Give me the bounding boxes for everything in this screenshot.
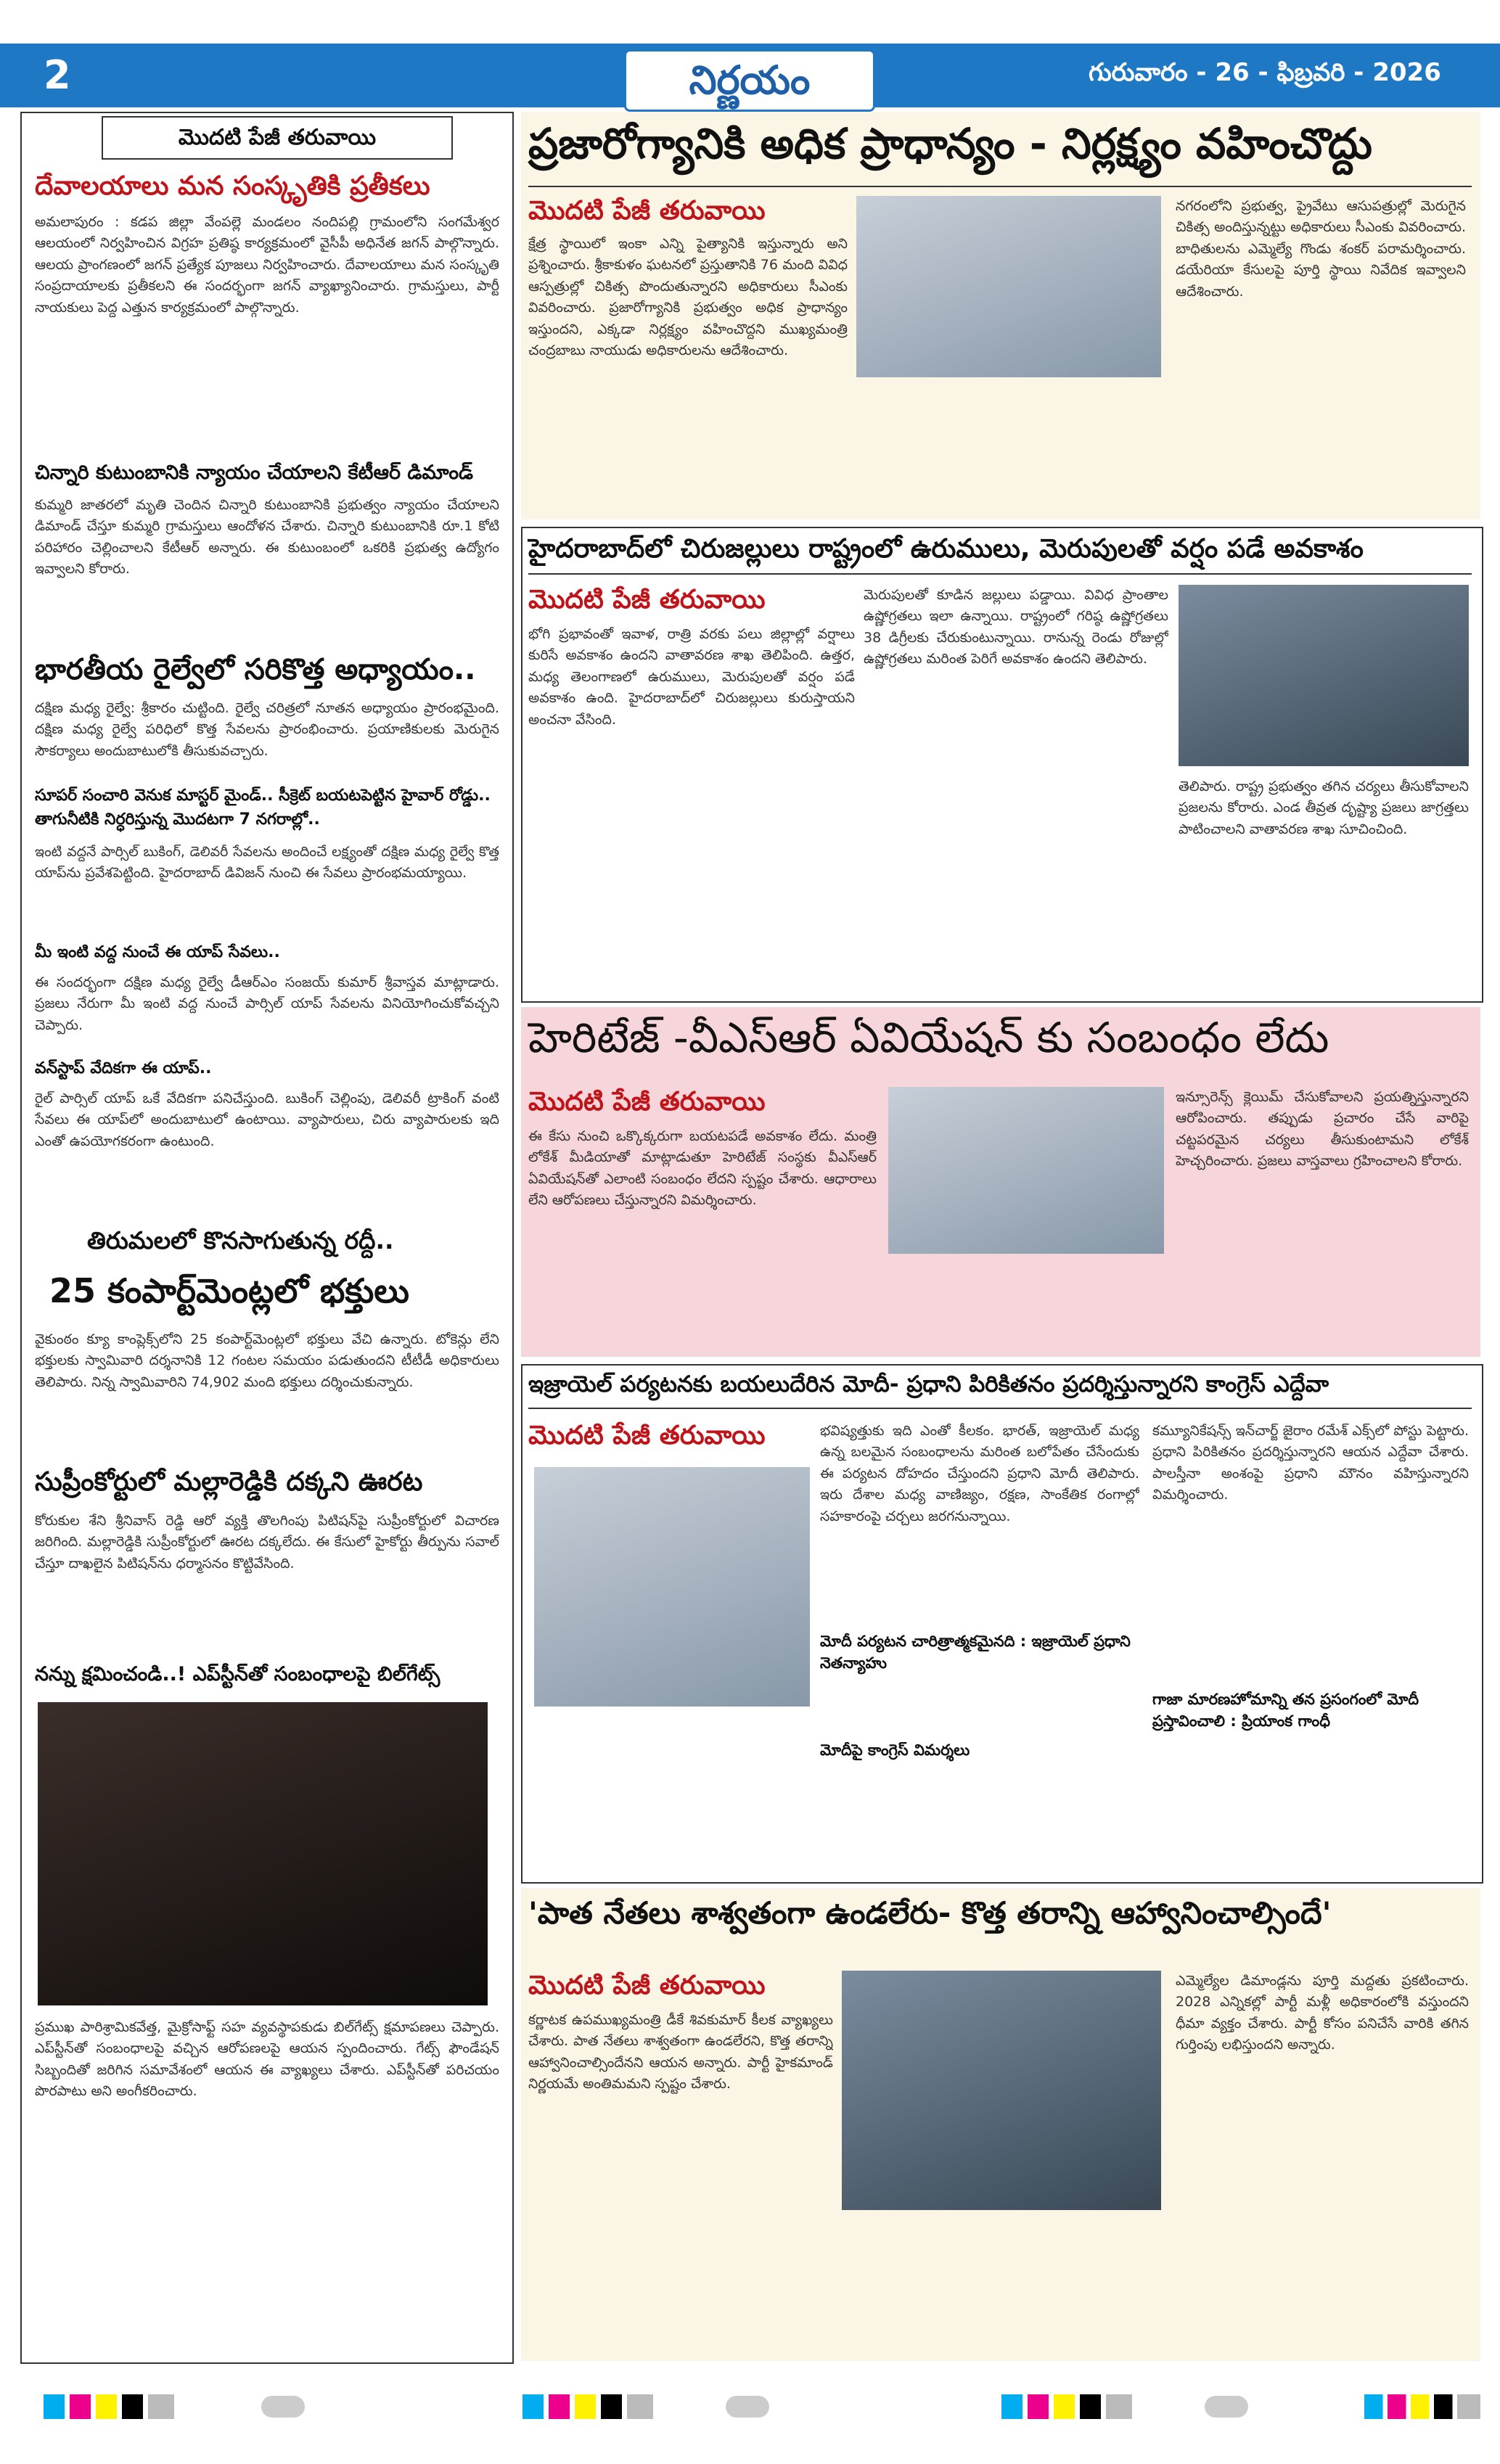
- story3-headline: హెరిటేజ్ -వీఎస్ఆర్ ఏవియేషన్ కు సంబంధం లేదు: [528, 1013, 1329, 1062]
- left-sub-onestop: వన్‌స్టాప్ వేదికగా ఈ యాప్..: [35, 1059, 212, 1077]
- story5-tag: మొదటి పేజీ తరువాయి: [528, 1971, 766, 2000]
- footer-color-bar-mid: [522, 2394, 653, 2419]
- left-sub-railway: సూపర్ సంచారి వెనుక మాస్టర్ మైండ్.. సీక్రెట్ బయటపెట్టిన హైవార్ రోడ్డు.. తాగునీటికి నిర్ధరిస్తున్న మొదటగా 7 నగరాల్లో..: [35, 787, 491, 829]
- left-body-billgates: ప్రముఖ పారిశ్రామికవేత్త, మైక్రోసాఫ్ట్ సహ వ్యవస్థాపకుడు బిల్‌గేట్స్ క్షమాపణలు చెప్పారు. ఎప్‌స్టీన్‌తో సంబంధాలపై వచ్చిన ఆరోపణలపై ఆయన స్పందించారు. గేట్స్ ఫౌండేషన్ సిబ్బందితో జరిగిన సమావేశంలో ఆయన ఈ వ్యాఖ్యలు చేశారు. ఎప్‌స్టీన్‌తో పరిచయం పొరపాటు అని అంగీకరించారు.: [35, 2019, 499, 2100]
- left-headline-billgates: నన్ను క్షమించండి..! ఎప్‌స్టీన్‌తో సంబంధాలపై బిల్‌గేట్స్: [35, 1663, 440, 1685]
- left-headline-supreme-court: సుప్రీంకోర్టులో మల్లారెడ్డికి దక్కని ఊరట: [35, 1467, 423, 1497]
- story2-headline: హైదరాబాద్‌లో చిరుజల్లులు రాష్ట్రంలో ఉరుములు, మెరుపులతో వర్షం పడే అవకాశం: [528, 534, 1364, 564]
- left-sub-parcel-home: మీ ఇంటి వద్ద నుంచే ఈ యాప్ సేవలు..: [35, 943, 280, 961]
- story2-tag: మొదటి పేజీ తరువాయి: [528, 585, 766, 615]
- story4-sub-congress: మోదీపై కాంగ్రెస్ విమర్శలు: [820, 1741, 970, 1759]
- left-headline-railway: భారతీయ రైల్వేలో సరికొత్త అధ్యాయం..: [35, 653, 476, 686]
- left-section-label: మొదటి పేజీ తరువాయి: [102, 116, 453, 160]
- page-number: 2: [44, 52, 71, 98]
- story4-sub-netanyahu: మోదీ పర్యటన చారిత్రాత్మకమైనది : ఇజ్రాయెల్ ప్రధాని నెతన్యాహు: [820, 1633, 1131, 1672]
- footer-color-bar-end: [1364, 2394, 1480, 2419]
- left-body-app: రైల్ పార్సిల్ యాప్ ఒకే వేదికగా పనిచేస్తుంది. బుకింగ్ చెల్లింపు, డెలివరీ ట్రాకింగ్ వంటి సేవలు ఈ యాప్‌లో అందుబాటులో ఉంటాయి. వ్యాపారులు, చిరు వ్యాపారులకు ఇది ఎంతో ఉపయోగకరంగా ఉంటుంది.: [35, 1091, 499, 1149]
- story1-tag: మొదటి పేజీ తరువాయి: [528, 196, 766, 226]
- issue-date: గురువారం - 26 - ఫిబ్రవరి - 2026: [1089, 58, 1441, 87]
- footer-color-bar-left: [44, 2394, 174, 2419]
- story1-body-right: నగరంలోని ప్రభుత్వ, ప్రైవేటు ఆసుపత్రుల్లో మెరుగైన చికిత్స అందిస్తున్నట్టు అధికారులు సీఎంకు వివరించారు. బాధితులను ఎమ్మెల్యే గొండు శంకర్ పరామర్శించారు. డయేరియా కేసులపై పూర్తి స్థాయి నివేదిక ఇవ్వాలని ఆదేశించారు.: [1176, 198, 1466, 300]
- story1-body: క్షేత్ర స్థాయిలో ఇంకా ఎన్ని పైత్యానికి ఇస్తున్నారు అని ప్రశ్నించారు. శ్రీకాకుళం ఘటనలో ప్రస్తుతానికి 76 మంది వివిధ ఆస్పత్రుల్లో చికిత్స పొందుతున్నారని అధికారులు సీఎంకు వివరించారు. ప్రజారోగ్యానికి ప్రభుత్వం అధిక ప్రాధాన్యం ఇస్తుందని, ఎక్కడా నిర్లక్ష్యం వహించొద్దని ముఖ్యమంత్రి చంద్రబాబు నాయుడు అధికారులను ఆదేశించారు.: [528, 236, 848, 359]
- story4-tag: మొదటి పేజీ తరువాయి: [528, 1421, 766, 1450]
- story5-headline: 'పాత నేతలు శాశ్వతంగా ఉండలేరు- కొత్త తరాన్ని ఆహ్వానించాల్సిందే': [528, 1895, 1332, 1931]
- left-headline-tirumala: తిరుమలలో కొనసాగుతున్న రద్దీ..: [87, 1226, 394, 1254]
- billgates-photo: [38, 1702, 488, 2005]
- story4-sub-priyanka: గాజా మారణహోమాన్ని తన ప్రసంగంలో మోదీ ప్రస్తావించాలి : ప్రియాంక గాంధీ: [1152, 1691, 1419, 1730]
- left-body-tirumala: వైకుంఠం క్యూ కాంప్లెక్స్‌లోని 25 కంపార్ట్‌మెంట్లలో భక్తులు వేచి ఉన్నారు. టోకెన్లు లేని భక్తులకు స్వామివారి దర్శనానికి 12 గంటల సమయం పడుతుందని టీటీడీ అధికారులు తెలిపారు. నిన్న స్వామివారిని 74,902 మంది భక్తులు దర్శించుకున్నారు.: [35, 1331, 499, 1390]
- left-body-temples: అమలాపురం : కడప జిల్లా వేంపల్లె మండలం నందిపల్లి గ్రామంలోని సంగమేశ్వర ఆలయంలో నిర్వహించిన విగ్రహ ప్రతిష్ఠ కార్యక్రమంలో వైసీపీ అధినేత జగన్ పాల్గొన్నారు. ఆలయ ప్రాంగణంలో జగన్ ప్రత్యేక పూజలు నిర్వహించారు. దేవాలయాలు మన సంస్కృతి సంప్రదాయాలకు ప్రతీకలని ఈ సందర్భంగా జగన్ వ్యాఖ్యానించారు. గ్రామస్తులు, పార్టీ నాయకులు పెద్ద ఎత్తున కార్యక్రమంలో పాల్గొన్నారు.: [35, 214, 499, 316]
- story3-tag: మొదటి పేజీ తరువాయి: [528, 1087, 766, 1117]
- footer-color-bar-right: [1001, 2394, 1132, 2419]
- story2-body-mid: మెరుపులతో కూడిన జల్లులు పడ్డాయి. వివిధ ప్రాంతాల ఉష్ణోగ్రతలు ఇలా ఉన్నాయి. రాష్ట్రంలో గరిష్ఠ ఉష్ణోగ్రతలు 38 డిగ్రీలకు చేరుకుంటున్నాయి. రానున్న రెండు రోజుల్లో ఉష్ణోగ్రతలు మరింత పెరిగే అవకాశం ఉందని తెలిపారు.: [864, 587, 1168, 668]
- left-headline-ktr: చిన్నారి కుటుంబానికి న్యాయం చేయాలని కేటీఆర్ డిమాండ్: [35, 461, 474, 484]
- footer-registration-2: [726, 2396, 769, 2418]
- paper-name: నిర్ణయం: [689, 57, 811, 103]
- story1-headline: ప్రజారోగ్యానికి అధిక ప్రాధాన్యం - నిర్లక్ష్యం వహించొద్దు: [528, 119, 1372, 168]
- story5-body-right: ఎమ్మెల్యేల డిమాండ్లను పూర్తి మద్దతు ప్రకటించారు. 2028 ఎన్నికల్లో పార్టీ మళ్లీ అధికారంలోకి వస్తుందని ధీమా వ్యక్తం చేశారు. పార్టీ కోసం పనిచేసే వారికి తగిన గుర్తింపు లభిస్తుందని అన్నారు.: [1176, 1973, 1469, 2053]
- footer-registration-1: [261, 2396, 305, 2418]
- left-headline-temples: దేవాలయాలు మన సంస్కృతికి ప్రతీకలు: [35, 171, 430, 201]
- story4-body: భవిష్యత్తుకు ఇది ఎంతో కీలకం. భారత్, ఇజ్రాయెల్ మధ్య ఉన్న బలమైన సంబంధాలను మరింత బలోపేతం చేసేందుకు ఈ పర్యటన దోహదం చేస్తుందని ప్రధాని మోదీ తెలిపారు. ఇరు దేశాల మధ్య వాణిజ్యం, రక్షణ, సాంకేతిక రంగాల్లో సహకారంపై చర్చలు జరగనున్నాయి.: [820, 1423, 1139, 1524]
- chandrababu-photo: [856, 196, 1161, 377]
- story4-headline: ఇజ్రాయెల్ పర్యటనకు బయలుదేరిన మోదీ- ప్రధాని పిరికితనం ప్రదర్శిస్తున్నారని కాంగ్రెస్ ఎద్దేవా: [528, 1371, 1329, 1397]
- story1-divider: [528, 186, 1472, 187]
- story3-body: ఈ కేసు నుంచి ఒక్కొక్కరుగా బయటపడే అవకాశం లేదు. మంత్రి లోకేశ్ మీడియాతో మాట్లాడుతూ హెరిటేజ్ సంస్థకు వీఎస్ఆర్ ఏవియేషన్‌తో ఎలాంటి సంబంధం లేదని స్పష్టం చేశారు. ఆధారాలు లేని ఆరోపణలు చేస్తున్నారని విమర్శించారు.: [528, 1128, 877, 1209]
- modi-photo: [534, 1467, 810, 1707]
- story2-body-right: తెలిపారు. రాష్ట్ర ప్రభుత్వం తగిన చర్యలు తీసుకోవాలని ప్రజలను కోరారు. ఎండ తీవ్రత దృష్ట్యా ప్రజలు జాగ్రత్తలు పాటించాలని వాతావరణ శాఖ సూచించింది.: [1179, 779, 1469, 837]
- story3-body-right: ఇన్సూరెన్స్ క్లెయిమ్ చేసుకోవాలని ప్రయత్నిస్తున్నారని ఆరోపించారు. తప్పుడు ప్రచారం చేసే వారిపై చట్టపరమైన చర్యలు తీసుకుంటామని లోకేశ్ హెచ్చరించారు. ప్రజలు వాస్తవాలు గ్రహించాలని కోరారు.: [1176, 1089, 1469, 1170]
- story2-body: భోగి ప్రభావంతో ఇవాళ, రాత్రి వరకు పలు జిల్లాల్లో వర్షాలు కురిసే అవకాశం ఉందని వాతావరణ శాఖ తెలిపింది. ఉత్తర, మధ్య తెలంగాణలో ఉరుములు, మెరుపులతో వర్షం పడే అవకాశం ఉంది. హైదరాబాద్‌లో చిరుజల్లులు కురుస్తాయని అంచనా వేసింది.: [528, 626, 855, 728]
- story2-divider: [528, 573, 1472, 575]
- left-body-railway: దక్షిణ మధ్య రైల్వే: శ్రీకారం చుట్టింది. రైల్వే చరిత్రలో నూతన అధ్యాయం ప్రారంభమైంది. దక్షిణ మధ్య రైల్వే పరిధిలో కొత్త సేవలను ప్రారంభించారు. ప్రయాణికులకు మెరుగైన సౌకర్యాలు అందుబాటులోకి తీసుకువచ్చారు.: [35, 700, 499, 759]
- left-body-supreme-court: కోరుకుల శేని శ్రీనివాస్ రెడ్డి ఆరో వ్యక్తి తొలగింపు పిటిషన్‌పై సుప్రీంకోర్టులో విచారణ జరిగింది. మల్లారెడ్డికి సుప్రీంకోర్టులో ఊరట దక్కలేదు. ఈ కేసులో హైకోర్టు తీర్పును సవాల్ చేస్తూ దాఖలైన పిటిషన్‌ను ధర్మాసనం కొట్టివేసింది.: [35, 1513, 499, 1572]
- left-headline-compartments: 25 కంపార్ట్‌మెంట్లలో భక్తులు: [49, 1271, 409, 1310]
- left-body-ktr: కుమ్మరి జాతరలో మృతి చెందిన చిన్నారి కుటుంబానికి ప్రభుత్వం న్యాయం చేయాలని డిమాండ్ చేస్తూ కుమ్మరి గ్రామస్తులు ఆందోళన చేశారు. చిన్నారి కుటుంబానికి రూ.1 కోటి పరిహారం చెల్లించాలని కేటీఆర్ అన్నారు. ఈ కుటుంబంలో ఒకరికి ప్రభుత్వ ఉద్యోగం ఇవ్వాలని కోరారు.: [35, 497, 499, 578]
- masthead-logo: [624, 49, 875, 112]
- story5-body: కర్ణాటక ఉపముఖ్యమంత్రి డీకే శివకుమార్ కీలక వ్యాఖ్యలు చేశారు. పాత నేతలు శాశ్వతంగా ఉండలేరని, కొత్త తరాన్ని ఆహ్వానించాల్సిందేనని ఆయన అన్నారు. పార్టీ హైకమాండ్ నిర్ణయమే అంతిమమని స్పష్టం చేశారు.: [528, 2012, 833, 2093]
- left-body-drm: ఈ సందర్భంగా దక్షిణ మధ్య రైల్వే డీఆర్ఎం సంజయ్ కుమార్ శ్రీవాస్తవ మాట్లాడారు. ప్రజలు నేరుగా మీ ఇంటి వద్ద నుంచే పార్సిల్ యాప్ సేవలను వినియోగించుకోవచ్చని చెప్పారు.: [35, 974, 499, 1033]
- rain-photo: [1179, 585, 1469, 766]
- dk-shivakumar-photo: [842, 1971, 1161, 2210]
- story4-divider: [528, 1408, 1472, 1409]
- left-body-parcel: ఇంటి వద్దనే పార్సిల్ బుకింగ్, డెలివరీ సేవలను అందించే లక్ష్యంతో దక్షిణ మధ్య రైల్వే కొత్త యాప్‌ను ప్రవేశపెట్టింది. హైదరాబాద్ డివిజన్ నుంచి ఈ సేవలు ప్రారంభమయ్యాయి.: [35, 844, 499, 882]
- footer-registration-3: [1205, 2396, 1248, 2418]
- lokesh-photo: [888, 1087, 1164, 1254]
- story4-body-right: కమ్యూనికేషన్స్ ఇన్‌చార్జ్ జైరాం రమేశ్ ఎక్స్‌లో పోస్టు పెట్టారు. ప్రధాని పిరికితనం ప్రదర్శిస్తున్నారని ఆయన ఎద్దేవా చేశారు. పాలస్తీనా అంశంపై ప్రధాని మౌనం వహిస్తున్నారని విమర్శించారు.: [1152, 1423, 1469, 1503]
